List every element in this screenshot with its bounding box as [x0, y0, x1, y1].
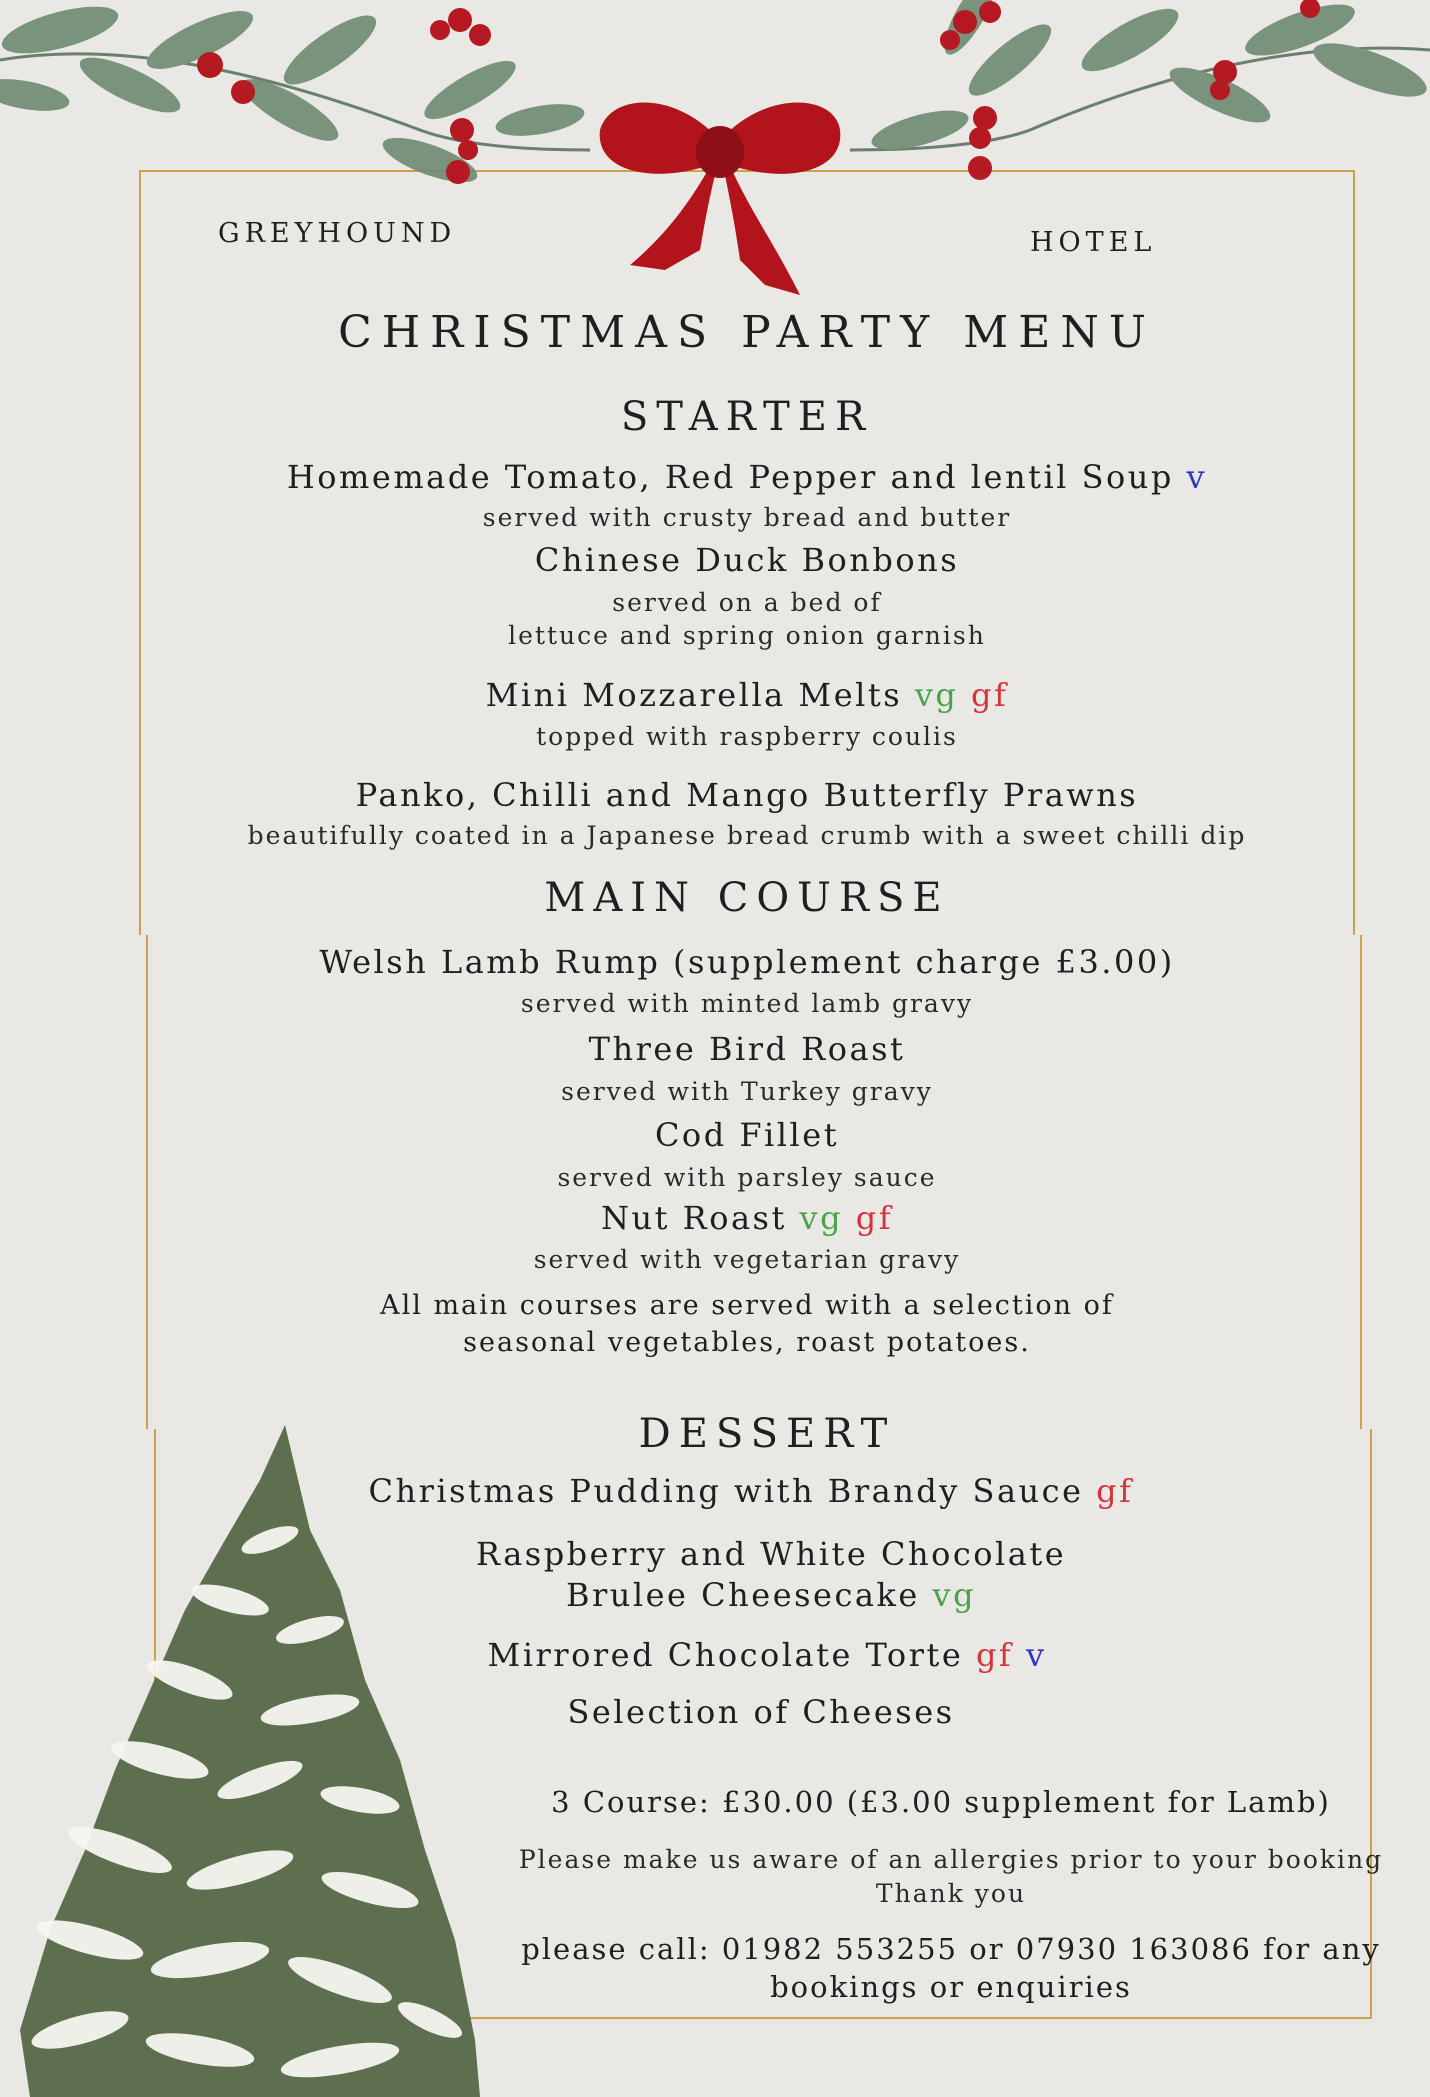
vegan-tag: vg	[932, 1576, 977, 1614]
main-item-nut-roast-desc: served with vegetarian gravy	[533, 1245, 961, 1274]
vegan-tag: vg	[914, 676, 959, 714]
starter-item-soup-desc: served with crusty bread and butter	[482, 503, 1012, 532]
gluten-free-tag: gf	[855, 1199, 894, 1237]
main-item-lamb-desc: served with minted lamb gravy	[520, 989, 974, 1018]
starter-item-prawns: Panko, Chilli and Mango Butterfly Prawns	[355, 776, 1139, 814]
main-item-cod-desc: served with parsley sauce	[557, 1163, 937, 1192]
main-item-nut-roast: Nut Roast vg gf	[600, 1199, 894, 1237]
vegetarian-tag: v	[1186, 458, 1208, 496]
main-item-three-bird-desc: served with Turkey gravy	[561, 1077, 933, 1106]
main-item-lamb: Welsh Lamb Rump (supplement charge £3.00)	[319, 943, 1175, 981]
dessert-item-cheeses: Selection of Cheeses	[567, 1693, 955, 1731]
vegan-tag: vg	[799, 1199, 844, 1237]
starter-item-bonbons-desc-1: served on a bed of	[612, 588, 882, 617]
brand-right: HOTEL	[1030, 227, 1157, 258]
dessert-heading: DESSERT	[638, 1411, 896, 1457]
dessert-item-cheesecake-1: Raspberry and White Chocolate	[475, 1535, 1067, 1573]
booking-phone: please call: 01982 553255 or 07930 163086 for any	[521, 1932, 1381, 1966]
brand-left: GREYHOUND	[218, 218, 457, 249]
starter-item-mozzarella-desc: topped with raspberry coulis	[536, 722, 958, 751]
starter-item-bonbons: Chinese Duck Bonbons	[534, 541, 960, 579]
main-item-three-bird: Three Bird Roast	[588, 1030, 906, 1068]
allergy-note: Please make us aware of an allergies prior to your booking	[518, 1845, 1384, 1874]
starter-item-bonbons-desc-2: lettuce and spring onion garnish	[508, 621, 986, 650]
main-note-2: seasonal vegetables, roast potatoes.	[463, 1327, 1031, 1358]
price-line: 3 Course: £30.00 (£3.00 supplement for Lamb)	[551, 1785, 1331, 1819]
main-heading: MAIN COURSE	[544, 875, 950, 921]
booking-phone-2: bookings or enquiries	[770, 1970, 1132, 2004]
main-note-1: All main courses are served with a selection of	[380, 1290, 1114, 1321]
starter-item-prawns-desc: beautifully coated in a Japanese bread crumb with a sweet chilli dip	[247, 821, 1247, 850]
gluten-free-tag: gf	[971, 676, 1009, 714]
gluten-free-tag: gf	[975, 1636, 1014, 1674]
menu-content	[139, 0, 1384, 2097]
dessert-item-torte: Mirrored Chocolate Torte gf v	[487, 1636, 1047, 1674]
starter-item-soup: Homemade Tomato, Red Pepper and lentil Soup v	[286, 458, 1208, 496]
dessert-item-cheesecake-2: Brulee Cheesecake vg	[565, 1576, 977, 1614]
main-item-cod: Cod Fillet	[654, 1116, 840, 1154]
starter-item-mozzarella: Mini Mozzarella Melts vg gf	[485, 676, 1009, 714]
vegetarian-tag: v	[1025, 1636, 1047, 1674]
page-title: CHRISTMAS PARTY MENU	[338, 307, 1156, 358]
thanks-note: Thank you	[875, 1879, 1027, 1908]
dessert-item-pudding: Christmas Pudding with Brandy Sauce gf	[368, 1472, 1134, 1510]
starter-heading: STARTER	[620, 394, 874, 440]
gluten-free-tag: gf	[1096, 1472, 1134, 1510]
